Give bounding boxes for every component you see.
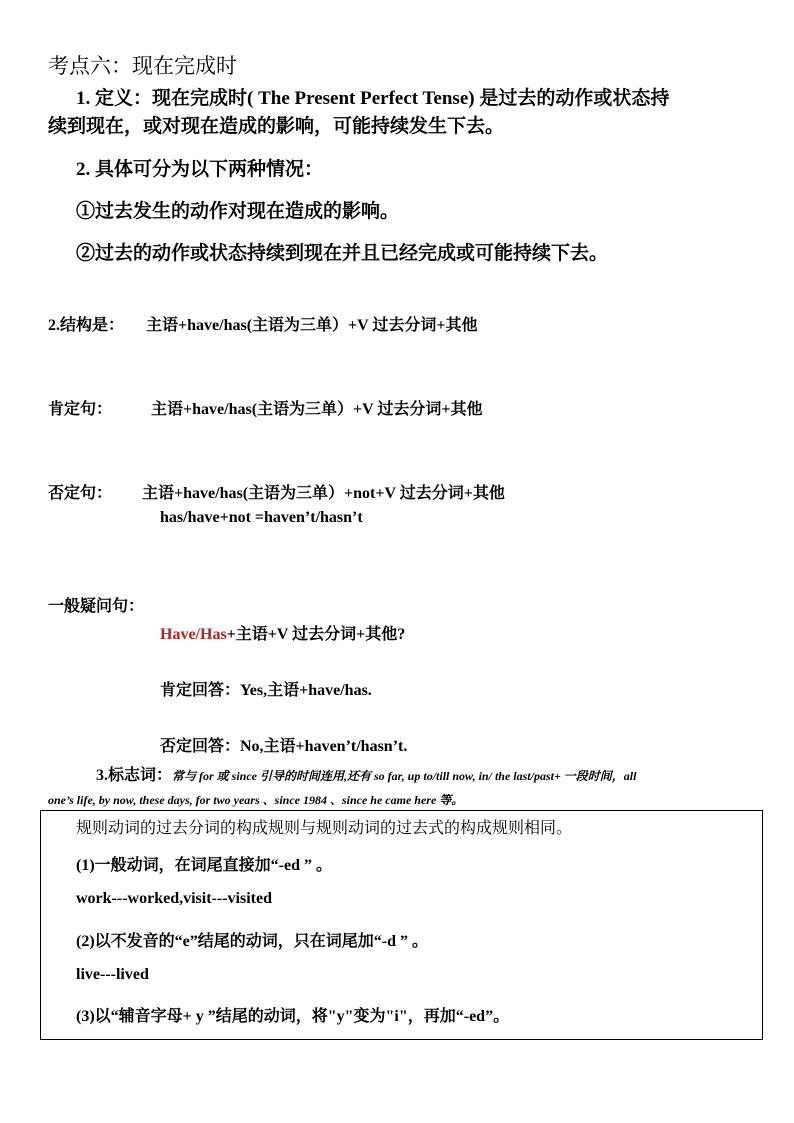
case-item-1: ①过去发生的动作对现在造成的影响。 [76,201,400,222]
structure-label: 2.结构是： [48,317,125,334]
rules-box [40,810,763,1040]
signal-words-label: 3.标志词： [96,767,173,784]
box-example-1: work---worked,visit---visited [76,890,272,907]
question-formula-auxiliary: Have/Has [160,626,227,643]
cases-heading: 2. 具体可分为以下两种情况： [76,159,324,180]
box-example-2: live---lived [76,966,149,983]
affirmative-label: 肯定句： [48,401,113,418]
negative-label: 否定句： [48,485,113,502]
question-label: 一般疑问句： [48,598,145,615]
question-formula [160,621,405,644]
signal-words-text-1: 常与 for 或 since 引导的时间连用,还有 so far, up to/till now, in/ the last/past+ 一段时间，all [172,769,637,783]
box-rule-2: (2)以不发音的“e”结尾的动词，只在词尾加“-d ” 。 [76,933,428,950]
affirmative-formula: 主语+have/has(主语为三单）+V 过去分词+其他 [151,401,483,418]
page-title: 考点六：现在完成时 [48,54,237,78]
box-rule-1: (1)一般动词，在词尾直接加“-ed ” 。 [76,857,332,874]
question-yes-answer: 肯定回答：Yes,主语+have/has. [160,682,372,699]
negative-formula: 主语+have/has(主语为三单）+not+V 过去分词+其他 [142,485,505,502]
definition-line-1: 1. 定义：现在完成时( The Present Perfect Tense) 是过去的动作或状态持 [76,88,670,109]
negative-contraction: has/have+not =haven’t/hasn’t [160,509,363,526]
question-no-answer: 否定回答：No,主语+haven’t/hasn’t. [160,738,408,755]
case-item-2: ②过去的动作或状态持续到现在并且已经完成或可能持续下去。 [76,243,609,264]
question-formula-rest: +主语+V 过去分词+其他? [226,626,406,643]
signal-words-text-2: one’s life, by now, these days, for two years 、since 1984 、since he came here 等。 [48,793,464,807]
signal-words-line-1 [96,762,636,785]
box-rule-3: (3)以“辅音字母+ y ”结尾的动词，将"y"变为"i"，再加“-ed”。 [76,1008,510,1025]
box-intro: 规则动词的过去分词的构成规则与规则动词的过去式的构成规则相同。 [76,820,573,837]
structure-formula: 主语+have/has(主语为三单）+V 过去分词+其他 [146,317,478,334]
definition-line-2: 续到现在，或对现在造成的影响，可能持续发生下去。 [48,116,505,137]
